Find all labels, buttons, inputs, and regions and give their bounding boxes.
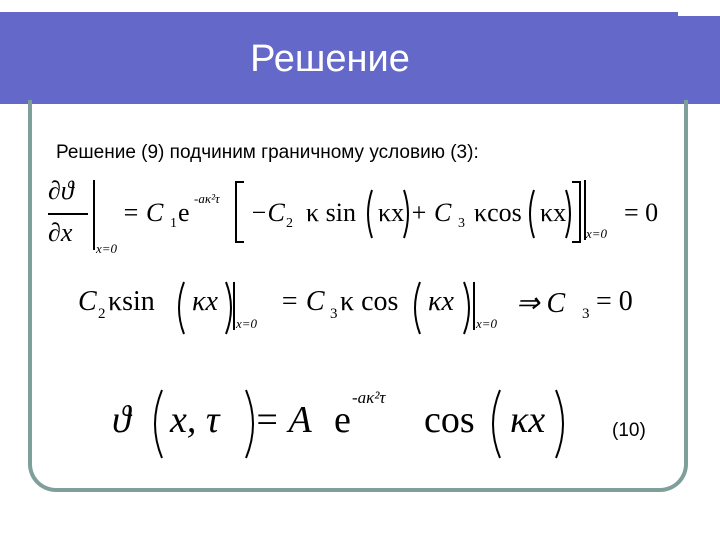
eq3-paren-close-1 xyxy=(246,390,253,458)
eq1-rhs-c1: = C xyxy=(122,198,164,227)
eq3-rhs: = A xyxy=(254,399,312,441)
eq2-rhs-arg: κx xyxy=(428,286,454,317)
eq1-sub-3: 3 xyxy=(458,216,465,231)
eq2-eval-point-2: x=0 xyxy=(476,316,498,331)
eq1-arg-2: κx xyxy=(540,198,567,227)
eq1-paren-close-1 xyxy=(404,190,408,238)
eq1-sub-2: 2 xyxy=(286,216,293,231)
eq2-lhs-arg: κx xyxy=(192,286,218,317)
eq3-paren-open-2 xyxy=(493,390,500,458)
eq1-bracket-open xyxy=(236,182,244,242)
eq3-cos-arg: κx xyxy=(510,399,546,441)
eq1-bracket-close xyxy=(572,182,580,242)
eq1-eval-point-2: x=0 xyxy=(586,226,608,241)
slide-title: Решение xyxy=(250,38,410,80)
eq1-derivative-numerator: ∂ϑ xyxy=(48,176,74,205)
eq1-sub-1: 1 xyxy=(170,216,177,231)
eq2-lhs-c: C xyxy=(78,286,97,317)
eq1-sin: κ sin xyxy=(306,198,356,227)
eq2-lhs-sub: 2 xyxy=(98,306,106,322)
eq3-paren-open-1 xyxy=(155,390,162,458)
eq2-lhs-sin: κsin xyxy=(108,286,155,317)
eq3-args: x, τ xyxy=(170,399,220,441)
eq1-paren-close-2 xyxy=(566,190,570,238)
equation-number: (10) xyxy=(612,420,646,441)
eq3-exponent: -aκ²τ xyxy=(352,388,386,407)
eq2-rhs-c: = C xyxy=(280,286,325,317)
eq2-implies-c: ⇒ C xyxy=(516,288,566,319)
eq2-rhs-cos: κ cos xyxy=(340,286,399,317)
eq1-arg-1: κx xyxy=(378,198,405,227)
eq1-cos: κcos xyxy=(474,198,522,227)
eq3-lhs: ϑ xyxy=(112,399,131,441)
eq1-derivative-denominator: ∂x xyxy=(48,218,73,247)
eq2-impl-sub: 3 xyxy=(582,306,590,322)
eq2-eval-point: x=0 xyxy=(236,316,258,331)
eq3-cos: cos xyxy=(424,399,475,441)
eq1-plus-c3: + C xyxy=(410,198,452,227)
eq2-paren-open-2 xyxy=(415,282,420,334)
intro-text: Решение (9) подчиним граничному условию (3): xyxy=(56,142,479,163)
eq2-impl-rhs: = 0 xyxy=(596,286,633,317)
eq3-exp-base: e xyxy=(334,399,351,441)
eq1-exp-base: e xyxy=(178,198,190,227)
eq3-paren-close-2 xyxy=(556,390,563,458)
eq1-term-c2: −C xyxy=(250,198,285,227)
eq1-eval-point: x=0 xyxy=(96,241,118,256)
eq1-paren-open-2 xyxy=(530,190,534,238)
eq2-paren-open-1 xyxy=(179,282,184,334)
eq1-paren-open-1 xyxy=(368,190,372,238)
eq2-rhs-sub: 3 xyxy=(330,306,338,322)
eq2-paren-close-2 xyxy=(464,282,469,334)
eq1-exponent: -aκ²τ xyxy=(194,191,220,206)
eq2-paren-close-1 xyxy=(226,282,231,334)
eq1-equals-zero: = 0 xyxy=(624,198,659,227)
